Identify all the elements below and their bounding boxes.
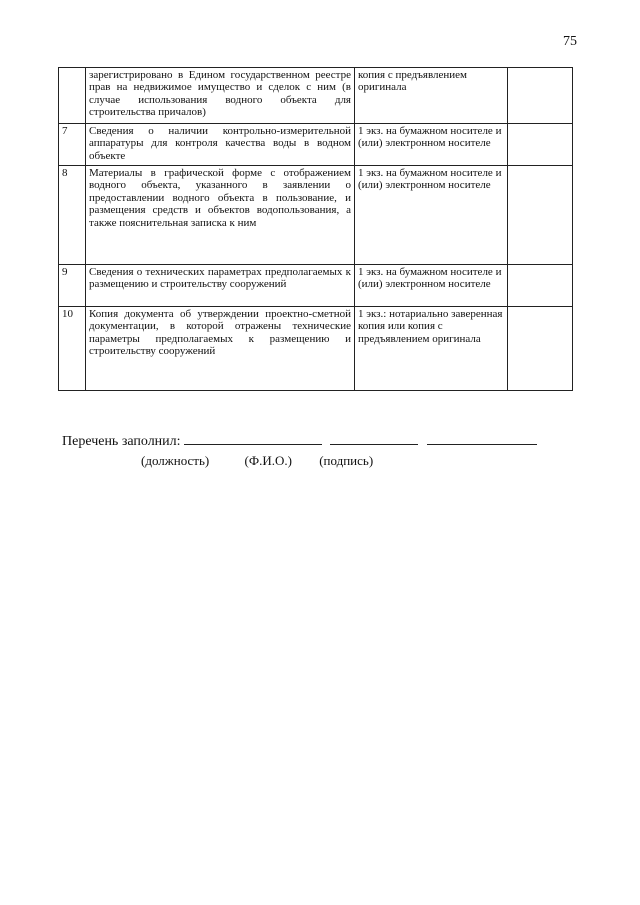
row-number: 7	[59, 124, 86, 166]
row-copies: 1 экз. на бумажном носителе и (или) электронном носителе	[355, 124, 508, 166]
row-number: 10	[59, 307, 86, 391]
row-note	[508, 68, 573, 124]
sign-blank	[427, 432, 537, 445]
row-description: Сведения о наличии контрольно-измерительной аппаратуры для контроля качества воды в водном объекте	[86, 124, 355, 166]
signature-label: Перечень заполнил:	[62, 434, 181, 449]
row-note	[508, 265, 573, 307]
table-row	[59, 124, 573, 166]
signature-line	[62, 432, 537, 450]
row-description: зарегистрировано в Едином государственном реестре прав на недвижимое имущество и сделок с ним (в случае использования водного объекта для строительства причалов)	[86, 68, 355, 124]
table-row	[59, 307, 573, 391]
row-copies: 1 экз.: нотариально заверенная копия или копия с предъявлением оригинала	[355, 307, 508, 391]
row-note	[508, 166, 573, 265]
signature-captions	[141, 453, 373, 469]
table-row	[59, 166, 573, 265]
row-description: Материалы в графической форме с отображением водного объекта, указанного в заявлении о предоставлении водного объекта в пользование, и размещения средств и объектов водопользования, а также пояснительная записка к ним	[86, 166, 355, 265]
row-note	[508, 307, 573, 391]
row-copies: 1 экз. на бумажном носителе и (или) электронном носителе	[355, 265, 508, 307]
row-number	[59, 68, 86, 124]
row-copies: 1 экз. на бумажном носителе и (или) электронном носителе	[355, 166, 508, 265]
position-caption: (должность)	[141, 453, 210, 468]
documents-table	[58, 67, 573, 391]
row-copies: копия с предъявлением оригинала	[355, 68, 508, 124]
name-blank	[330, 432, 418, 445]
table-row	[59, 265, 573, 307]
row-description: Сведения о технических параметрах предполагаемых к размещению и строительству сооружений	[86, 265, 355, 307]
table-row	[59, 68, 573, 124]
row-description: Копия документа об утверждении проектно-сметной документации, в которой отражены технические параметры предполагаемых к размещению и строительству сооружений	[86, 307, 355, 391]
row-number: 9	[59, 265, 86, 307]
position-blank	[184, 432, 322, 445]
sign-caption: (подпись)	[319, 453, 374, 468]
name-caption: (Ф.И.О.)	[244, 453, 292, 468]
row-number: 8	[59, 166, 86, 265]
page-number: 75	[563, 34, 577, 49]
row-note	[508, 124, 573, 166]
